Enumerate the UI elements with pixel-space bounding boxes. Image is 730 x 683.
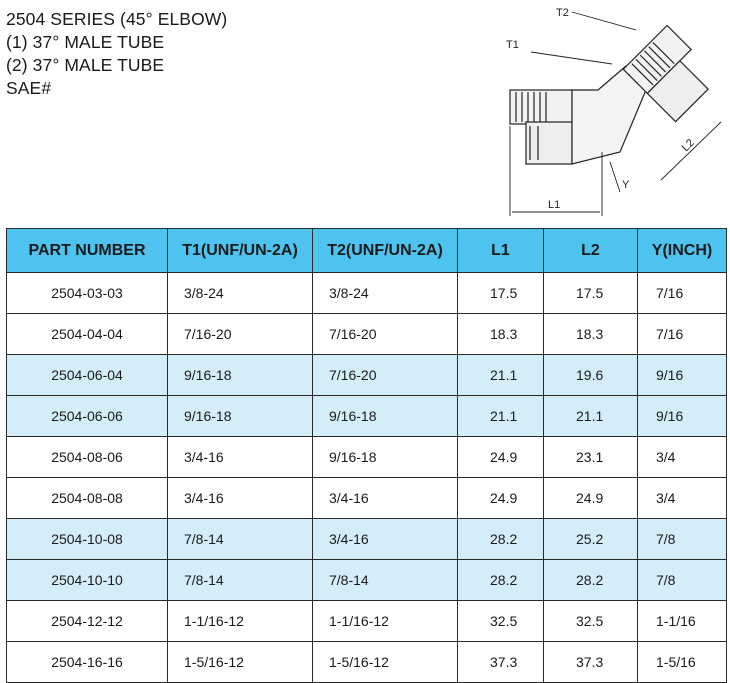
table-row	[7, 478, 727, 519]
cell-l1: 17.5	[458, 273, 544, 314]
y-label: Y	[622, 179, 630, 191]
t1-thread	[510, 90, 572, 124]
cell-t2: 7/8-14	[313, 560, 458, 601]
cell-t2: 3/4-16	[313, 519, 458, 560]
cell-t1: 3/4-16	[168, 478, 313, 519]
cell-t2: 9/16-18	[313, 437, 458, 478]
cell-t1: 7/16-20	[168, 314, 313, 355]
spec-header	[6, 8, 227, 100]
cell-t2: 3/8-24	[313, 273, 458, 314]
cell-l1: 24.9	[458, 478, 544, 519]
t2-label: T2	[556, 7, 569, 19]
cell-t2: 7/16-20	[313, 314, 458, 355]
cell-part-number: 2504-04-04	[7, 314, 168, 355]
cell-t1: 9/16-18	[168, 355, 313, 396]
cell-l1: 28.2	[458, 519, 544, 560]
cell-y: 3/4	[638, 437, 727, 478]
column-header-l1: L1	[458, 229, 544, 273]
cell-y: 3/4	[638, 478, 727, 519]
t1-label: T1	[506, 39, 519, 51]
cell-l1: 24.9	[458, 437, 544, 478]
cell-y: 9/16	[638, 396, 727, 437]
cell-t1: 1-5/16-12	[168, 642, 313, 683]
cell-y: 9/16	[638, 355, 727, 396]
l2-label: L2	[679, 136, 697, 155]
cell-l2: 25.2	[544, 519, 638, 560]
cell-l1: 21.1	[458, 355, 544, 396]
cell-t1: 3/4-16	[168, 437, 313, 478]
column-header-part-number: PART NUMBER	[7, 229, 168, 273]
cell-l2: 32.5	[544, 601, 638, 642]
table-row	[7, 314, 727, 355]
cell-t1: 7/8-14	[168, 519, 313, 560]
cell-t1: 1-1/16-12	[168, 601, 313, 642]
cell-l1: 32.5	[458, 601, 544, 642]
cell-t2: 7/16-20	[313, 355, 458, 396]
cell-l2: 21.1	[544, 396, 638, 437]
cell-part-number: 2504-10-10	[7, 560, 168, 601]
column-header-y: Y(INCH)	[638, 229, 727, 273]
cell-t1: 3/8-24	[168, 273, 313, 314]
table-row	[7, 437, 727, 478]
spec-table	[6, 228, 727, 683]
cell-t1: 9/16-18	[168, 396, 313, 437]
cell-l2: 18.3	[544, 314, 638, 355]
end-2-description: (2) 37° MALE TUBE	[6, 55, 165, 75]
cell-t2: 9/16-18	[313, 396, 458, 437]
cell-t2: 1-1/16-12	[313, 601, 458, 642]
cell-l2: 17.5	[544, 273, 638, 314]
cell-t1: 7/8-14	[168, 560, 313, 601]
cell-y: 1-5/16	[638, 642, 727, 683]
cell-t2: 1-5/16-12	[313, 642, 458, 683]
cell-l2: 37.3	[544, 642, 638, 683]
cell-y: 7/16	[638, 314, 727, 355]
cell-l2: 23.1	[544, 437, 638, 478]
cell-t2: 3/4-16	[313, 478, 458, 519]
cell-y: 7/16	[638, 273, 727, 314]
cell-y: 7/8	[638, 519, 727, 560]
table-row	[7, 560, 727, 601]
cell-part-number: 2504-06-06	[7, 396, 168, 437]
standard-label: SAE#	[6, 78, 52, 98]
cell-part-number: 2504-16-16	[7, 642, 168, 683]
series-title: 2504 SERIES (45° ELBOW)	[6, 9, 228, 29]
table-row	[7, 519, 727, 560]
cell-part-number: 2504-06-04	[7, 355, 168, 396]
cell-part-number: 2504-08-06	[7, 437, 168, 478]
cell-part-number: 2504-03-03	[7, 273, 168, 314]
t1-hex	[526, 122, 572, 164]
cell-part-number: 2504-08-08	[7, 478, 168, 519]
table-row	[7, 355, 727, 396]
column-header-l2: L2	[544, 229, 638, 273]
cell-l2: 24.9	[544, 478, 638, 519]
cell-part-number: 2504-10-08	[7, 519, 168, 560]
end-1-description: (1) 37° MALE TUBE	[6, 32, 165, 52]
cell-l2: 28.2	[544, 560, 638, 601]
column-header-t2: T2(UNF/UN-2A)	[313, 229, 458, 273]
table-row	[7, 273, 727, 314]
cell-y: 7/8	[638, 560, 727, 601]
cell-l1: 28.2	[458, 560, 544, 601]
cell-part-number: 2504-12-12	[7, 601, 168, 642]
l1-label: L1	[548, 199, 561, 211]
cell-l1: 18.3	[458, 314, 544, 355]
cell-l2: 19.6	[544, 355, 638, 396]
table-row	[7, 601, 727, 642]
column-header-t1: T1(UNF/UN-2A)	[168, 229, 313, 273]
table-row	[7, 396, 727, 437]
cell-l1: 21.1	[458, 396, 544, 437]
elbow-fitting-diagram	[486, 2, 730, 224]
table-header-row	[7, 229, 727, 273]
table-row	[7, 642, 727, 683]
cell-l1: 37.3	[458, 642, 544, 683]
cell-y: 1-1/16	[638, 601, 727, 642]
